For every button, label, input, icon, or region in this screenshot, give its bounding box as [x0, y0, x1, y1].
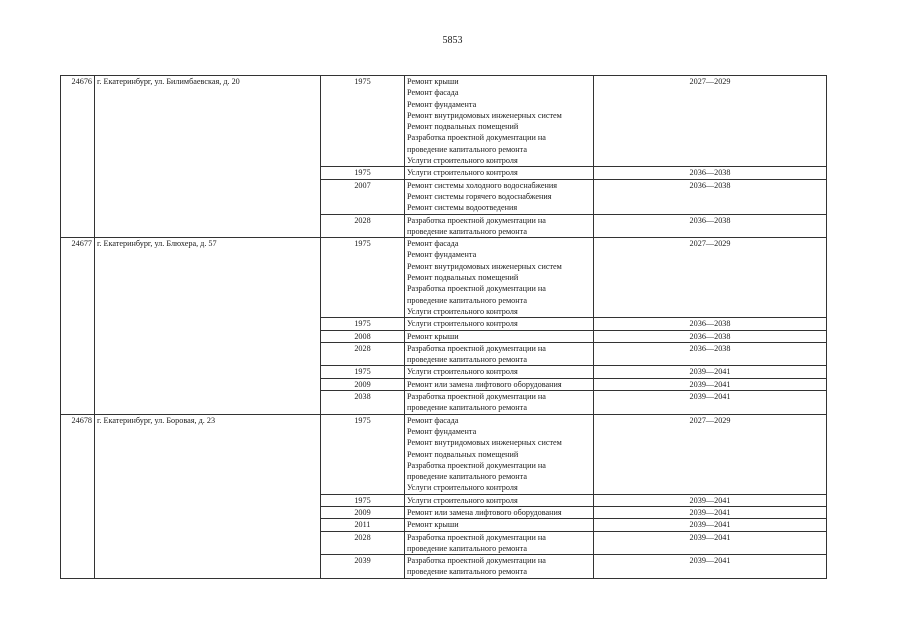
work-item: Услуги строительного контроля — [407, 483, 518, 493]
work-item: Ремонт фасада — [407, 415, 459, 425]
work-year: 1975 — [321, 494, 405, 506]
work-item: Ремонт подвальных помещений — [407, 122, 519, 132]
work-year: 2011 — [321, 519, 405, 531]
work-item: Ремонт крыши — [407, 331, 459, 341]
work-period: 2039—2041 — [594, 555, 827, 579]
record-address: г. Екатеринбург, ул. Блюхера, д. 57 — [95, 238, 321, 414]
work-item: Разработка проектной документации на — [407, 215, 546, 225]
work-year: 2009 — [321, 506, 405, 518]
work-item: Ремонт подвальных помещений — [407, 449, 519, 459]
work-list — [405, 414, 594, 494]
work-item: Услуги строительного контроля — [407, 367, 518, 377]
work-period: 2039—2041 — [594, 494, 827, 506]
work-item: проведение капитального ремонта — [407, 403, 527, 413]
work-list — [405, 167, 594, 179]
work-item: Ремонт внутридомовых инженерных систем — [407, 110, 562, 120]
work-item: Ремонт системы холодного водоснабжения — [407, 180, 558, 190]
work-item: Разработка проектной документации на — [407, 284, 546, 294]
work-year: 2007 — [321, 179, 405, 214]
work-period: 2036—2038 — [594, 167, 827, 179]
record-id: 24678 — [61, 414, 95, 578]
capital-repair-table — [60, 75, 827, 579]
work-year: 2028 — [321, 342, 405, 366]
work-year: 2039 — [321, 555, 405, 579]
record-id: 24677 — [61, 238, 95, 414]
work-item: проведение капитального ремонта — [407, 543, 527, 553]
page-number: 5853 — [442, 35, 463, 46]
work-item: проведение капитального ремонта — [407, 355, 527, 365]
work-year: 2008 — [321, 330, 405, 342]
work-item: Ремонт или замена лифтового оборудования — [407, 507, 562, 517]
work-year: 2028 — [321, 531, 405, 555]
work-item: Ремонт фундамента — [407, 99, 477, 109]
work-period: 2039—2041 — [594, 366, 827, 378]
work-period: 2036—2038 — [594, 330, 827, 342]
work-item: Ремонт крыши — [407, 77, 459, 86]
work-item: Разработка проектной документации на — [407, 460, 546, 470]
work-item: Услуги строительного контроля — [407, 156, 518, 166]
work-list — [405, 378, 594, 390]
work-list — [405, 494, 594, 506]
work-period: 2039—2041 — [594, 531, 827, 555]
work-list — [405, 391, 594, 415]
work-list — [405, 342, 594, 366]
work-year: 1975 — [321, 167, 405, 179]
work-item: Разработка проектной документации на — [407, 556, 546, 566]
work-item: Ремонт фасада — [407, 239, 459, 249]
work-item: Ремонт внутридомовых инженерных систем — [407, 261, 562, 271]
work-year: 2028 — [321, 214, 405, 238]
work-period: 2027—2029 — [594, 238, 827, 318]
work-list — [405, 531, 594, 555]
work-item: Разработка проектной документации на — [407, 532, 546, 542]
work-item: Услуги строительного контроля — [407, 306, 518, 316]
work-item: Ремонт крыши — [407, 520, 459, 530]
work-period: 2036—2038 — [594, 342, 827, 366]
work-item: Услуги строительного контроля — [407, 495, 518, 505]
work-list — [405, 555, 594, 579]
work-year: 1975 — [321, 238, 405, 318]
work-list — [405, 76, 594, 167]
work-item: Разработка проектной документации на — [407, 133, 546, 143]
work-list — [405, 366, 594, 378]
work-item: Ремонт фундамента — [407, 250, 477, 260]
table-body — [61, 76, 827, 579]
work-year: 2009 — [321, 378, 405, 390]
work-item: проведение капитального ремонта — [407, 295, 527, 305]
record-id: 24676 — [61, 76, 95, 238]
work-year: 1975 — [321, 366, 405, 378]
work-list — [405, 318, 594, 330]
work-year: 2038 — [321, 391, 405, 415]
work-period: 2039—2041 — [594, 378, 827, 390]
work-list — [405, 330, 594, 342]
record-address: г. Екатеринбург, ул. Боровая, д. 23 — [95, 414, 321, 578]
work-period: 2036—2038 — [594, 318, 827, 330]
work-item: Ремонт фасада — [407, 88, 459, 98]
work-list — [405, 519, 594, 531]
work-item: проведение капитального ремонта — [407, 472, 527, 482]
work-period: 2027—2029 — [594, 414, 827, 494]
work-item: Ремонт подвальных помещений — [407, 273, 519, 283]
table-row — [61, 76, 827, 167]
record-address: г. Екатеринбург, ул. Билимбаевская, д. 20 — [95, 76, 321, 238]
work-item: Разработка проектной документации на — [407, 343, 546, 353]
work-list — [405, 179, 594, 214]
table-row — [61, 414, 827, 494]
work-item: Услуги строительного контроля — [407, 168, 518, 178]
work-item: Ремонт системы горячего водоснабжения — [407, 191, 552, 201]
table-row — [61, 238, 827, 318]
work-period: 2036—2038 — [594, 179, 827, 214]
work-item: Разработка проектной документации на — [407, 392, 546, 402]
work-item: проведение капитального ремонта — [407, 226, 527, 236]
work-item: Услуги строительного контроля — [407, 319, 518, 329]
work-list — [405, 506, 594, 518]
work-item: Ремонт фундамента — [407, 426, 477, 436]
work-year: 1975 — [321, 318, 405, 330]
work-period: 2036—2038 — [594, 214, 827, 238]
work-item: Ремонт системы водоотведения — [407, 203, 518, 213]
work-list — [405, 238, 594, 318]
work-list — [405, 214, 594, 238]
work-item: проведение капитального ремонта — [407, 567, 527, 577]
work-item: проведение капитального ремонта — [407, 144, 527, 154]
work-period: 2027—2029 — [594, 76, 827, 167]
work-period: 2039—2041 — [594, 391, 827, 415]
work-item: Ремонт внутридомовых инженерных систем — [407, 438, 562, 448]
work-period: 2039—2041 — [594, 519, 827, 531]
work-period: 2039—2041 — [594, 506, 827, 518]
work-item: Ремонт или замена лифтового оборудования — [407, 379, 562, 389]
work-year: 1975 — [321, 414, 405, 494]
work-year: 1975 — [321, 76, 405, 167]
